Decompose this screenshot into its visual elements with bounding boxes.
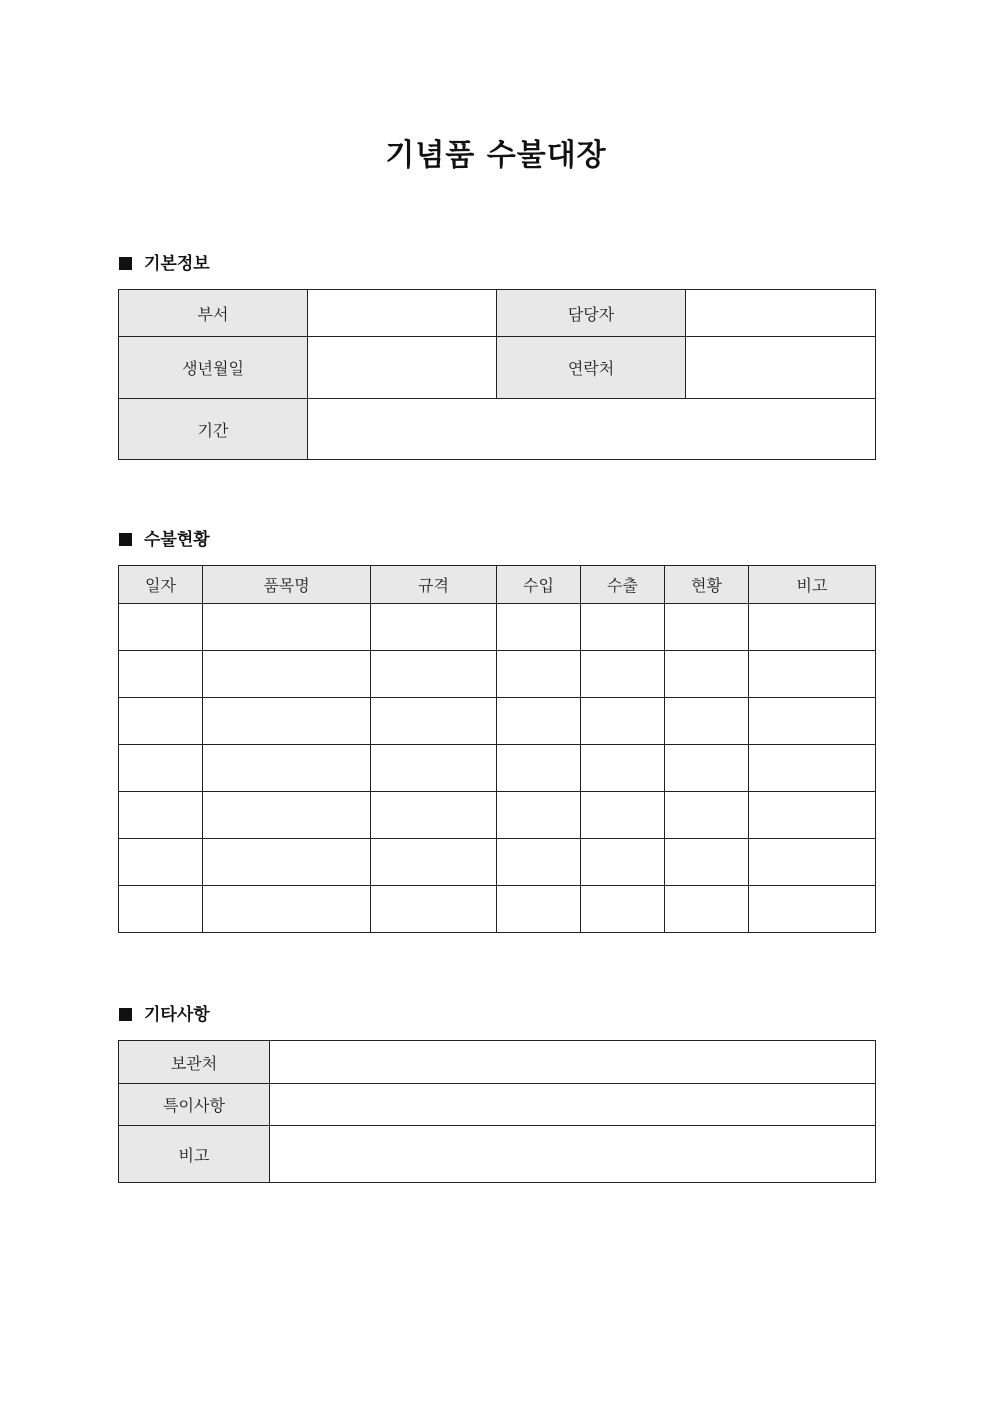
table-row — [119, 604, 876, 651]
cell-item-name[interactable] — [203, 651, 371, 698]
column-header-out: 수출 — [581, 566, 665, 604]
period-label: 기간 — [119, 399, 308, 460]
cell-date[interactable] — [119, 698, 203, 745]
cell-status[interactable] — [665, 651, 749, 698]
cell-item-name[interactable] — [203, 698, 371, 745]
cell-out[interactable] — [581, 839, 665, 886]
birthdate-label: 생년월일 — [119, 337, 308, 399]
section-heading-text: 수불현황 — [144, 530, 210, 550]
section-heading-other — [119, 1003, 210, 1027]
cell-status[interactable] — [665, 886, 749, 933]
cell-status[interactable] — [665, 604, 749, 651]
column-header-date: 일자 — [119, 566, 203, 604]
cell-item-name[interactable] — [203, 886, 371, 933]
cell-date[interactable] — [119, 745, 203, 792]
basic-info-table — [118, 289, 876, 460]
cell-in[interactable] — [497, 698, 581, 745]
cell-remarks[interactable] — [749, 745, 876, 792]
cell-status[interactable] — [665, 839, 749, 886]
square-bullet-icon — [119, 257, 132, 270]
column-header-remarks: 비고 — [749, 566, 876, 604]
other-info-table — [118, 1040, 876, 1183]
section-heading-text: 기타사항 — [144, 1005, 210, 1025]
cell-date[interactable] — [119, 839, 203, 886]
square-bullet-icon — [119, 1008, 132, 1021]
table-row — [119, 792, 876, 839]
cell-date[interactable] — [119, 886, 203, 933]
cell-status[interactable] — [665, 745, 749, 792]
storage-label: 보관처 — [119, 1041, 270, 1084]
cell-in[interactable] — [497, 651, 581, 698]
cell-date[interactable] — [119, 792, 203, 839]
cell-spec[interactable] — [371, 792, 497, 839]
cell-status[interactable] — [665, 792, 749, 839]
cell-in[interactable] — [497, 745, 581, 792]
cell-out[interactable] — [581, 604, 665, 651]
table-row — [119, 745, 876, 792]
cell-in[interactable] — [497, 886, 581, 933]
manager-label: 담당자 — [497, 290, 686, 337]
table-row — [119, 886, 876, 933]
cell-date[interactable] — [119, 604, 203, 651]
cell-date[interactable] — [119, 651, 203, 698]
special-notes-label: 특이사항 — [119, 1084, 270, 1126]
table-row — [119, 839, 876, 886]
inventory-table — [118, 565, 876, 933]
remarks-field[interactable] — [270, 1126, 876, 1183]
cell-remarks[interactable] — [749, 651, 876, 698]
department-field[interactable] — [308, 290, 497, 337]
storage-field[interactable] — [270, 1041, 876, 1084]
cell-spec[interactable] — [371, 745, 497, 792]
cell-spec[interactable] — [371, 651, 497, 698]
department-label: 부서 — [119, 290, 308, 337]
cell-remarks[interactable] — [749, 792, 876, 839]
cell-remarks[interactable] — [749, 839, 876, 886]
cell-out[interactable] — [581, 698, 665, 745]
cell-out[interactable] — [581, 651, 665, 698]
page-title: 기념품 수불대장 — [385, 138, 607, 173]
cell-item-name[interactable] — [203, 745, 371, 792]
contact-field[interactable] — [686, 337, 876, 399]
cell-status[interactable] — [665, 698, 749, 745]
cell-out[interactable] — [581, 886, 665, 933]
square-bullet-icon — [119, 533, 132, 546]
cell-item-name[interactable] — [203, 792, 371, 839]
cell-in[interactable] — [497, 604, 581, 651]
cell-item-name[interactable] — [203, 604, 371, 651]
cell-in[interactable] — [497, 839, 581, 886]
birthdate-field[interactable] — [308, 337, 497, 399]
column-header-item-name: 품목명 — [203, 566, 371, 604]
section-heading-text: 기본정보 — [144, 254, 210, 274]
cell-spec[interactable] — [371, 698, 497, 745]
cell-spec[interactable] — [371, 604, 497, 651]
cell-out[interactable] — [581, 745, 665, 792]
cell-remarks[interactable] — [749, 886, 876, 933]
special-notes-field[interactable] — [270, 1084, 876, 1126]
cell-spec[interactable] — [371, 886, 497, 933]
period-field[interactable] — [308, 399, 876, 460]
table-row — [119, 698, 876, 745]
section-heading-basic-info — [119, 252, 210, 276]
column-header-spec: 규격 — [371, 566, 497, 604]
section-heading-inventory — [119, 528, 210, 552]
cell-out[interactable] — [581, 792, 665, 839]
cell-in[interactable] — [497, 792, 581, 839]
cell-remarks[interactable] — [749, 698, 876, 745]
column-header-status: 현황 — [665, 566, 749, 604]
table-row — [119, 651, 876, 698]
cell-remarks[interactable] — [749, 604, 876, 651]
column-header-in: 수입 — [497, 566, 581, 604]
manager-field[interactable] — [686, 290, 876, 337]
contact-label: 연락처 — [497, 337, 686, 399]
remarks-label: 비고 — [119, 1126, 270, 1183]
cell-spec[interactable] — [371, 839, 497, 886]
cell-item-name[interactable] — [203, 839, 371, 886]
